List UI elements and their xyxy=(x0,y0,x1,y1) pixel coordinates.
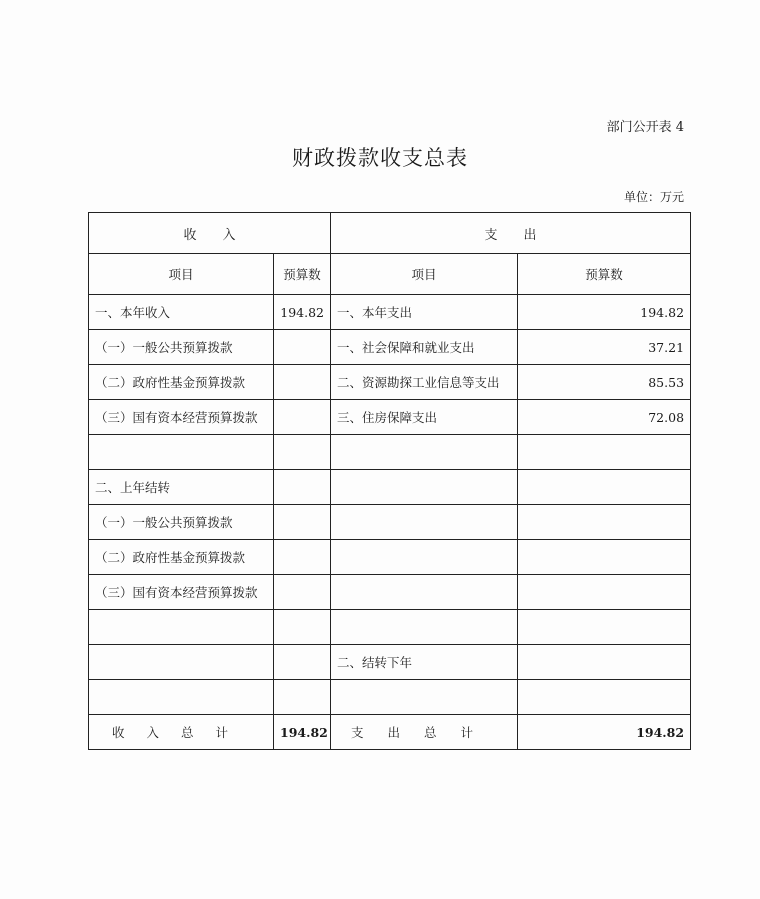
income-item: 一、本年收入 xyxy=(89,295,274,330)
income-item: （二）政府性基金预算拨款 xyxy=(89,540,274,575)
expense-value xyxy=(518,470,691,505)
expense-budget-header: 预算数 xyxy=(518,254,691,295)
income-item xyxy=(89,435,274,470)
expense-item xyxy=(331,680,518,715)
expense-item: 三、住房保障支出 xyxy=(331,400,518,435)
income-item: （三）国有资本经营预算拨款 xyxy=(89,575,274,610)
expense-item: 二、资源勘探工业信息等支出 xyxy=(331,365,518,400)
expense-item-header: 项目 xyxy=(331,254,518,295)
expense-item xyxy=(331,470,518,505)
income-value xyxy=(274,470,331,505)
income-item xyxy=(89,645,274,680)
expense-item xyxy=(331,610,518,645)
table-number: 部门公开表 4 xyxy=(606,120,684,135)
income-item: 二、上年结转 xyxy=(89,470,274,505)
expense-value: 194.82 xyxy=(518,295,691,330)
income-value xyxy=(274,435,331,470)
table-row xyxy=(89,365,691,400)
income-item: （一）一般公共预算拨款 xyxy=(89,330,274,365)
expense-value: 85.53 xyxy=(518,365,691,400)
expense-value xyxy=(518,645,691,680)
expense-item: 一、本年支出 xyxy=(331,295,518,330)
expense-item xyxy=(331,505,518,540)
expense-value xyxy=(518,435,691,470)
income-item xyxy=(89,610,274,645)
total-row xyxy=(89,715,691,750)
income-value xyxy=(274,540,331,575)
table-row xyxy=(89,645,691,680)
income-value xyxy=(274,365,331,400)
expense-value xyxy=(518,575,691,610)
income-value: 194.82 xyxy=(274,295,331,330)
expense-item xyxy=(331,575,518,610)
table-row xyxy=(89,505,691,540)
total-income-value: 194.82 xyxy=(274,715,331,750)
income-item-header: 项目 xyxy=(89,254,274,295)
expense-value xyxy=(518,610,691,645)
page-title: 财政拨款收支总表 xyxy=(292,146,468,170)
income-header: 收 入 xyxy=(89,213,331,254)
income-item: （一）一般公共预算拨款 xyxy=(89,505,274,540)
budget-summary-table xyxy=(88,212,691,750)
expense-item: 一、社会保障和就业支出 xyxy=(331,330,518,365)
income-value xyxy=(274,645,331,680)
income-value xyxy=(274,505,331,540)
income-value xyxy=(274,330,331,365)
income-budget-header: 预算数 xyxy=(274,254,331,295)
table-row xyxy=(89,540,691,575)
expense-value xyxy=(518,540,691,575)
table-row xyxy=(89,680,691,715)
expense-value xyxy=(518,680,691,715)
expense-item xyxy=(331,435,518,470)
expense-item: 二、结转下年 xyxy=(331,645,518,680)
total-income-label: 收入总计 xyxy=(89,715,274,750)
expense-value: 37.21 xyxy=(518,330,691,365)
table-row xyxy=(89,470,691,505)
income-value xyxy=(274,680,331,715)
table-row xyxy=(89,435,691,470)
total-expense-label: 支出总计 xyxy=(331,715,518,750)
income-item: （三）国有资本经营预算拨款 xyxy=(89,400,274,435)
table-row xyxy=(89,400,691,435)
table-row xyxy=(89,330,691,365)
income-value xyxy=(274,575,331,610)
income-value xyxy=(274,610,331,645)
total-expense-value: 194.82 xyxy=(518,715,691,750)
unit-label: 单位：万元 xyxy=(623,190,684,204)
table-row xyxy=(89,575,691,610)
section-header-row xyxy=(89,213,691,254)
table-row xyxy=(89,295,691,330)
expense-value: 72.08 xyxy=(518,400,691,435)
table-row xyxy=(89,610,691,645)
expense-item xyxy=(331,540,518,575)
expense-header: 支 出 xyxy=(331,213,691,254)
income-item: （二）政府性基金预算拨款 xyxy=(89,365,274,400)
expense-value xyxy=(518,505,691,540)
column-header-row xyxy=(89,254,691,295)
income-item xyxy=(89,680,274,715)
income-value xyxy=(274,400,331,435)
